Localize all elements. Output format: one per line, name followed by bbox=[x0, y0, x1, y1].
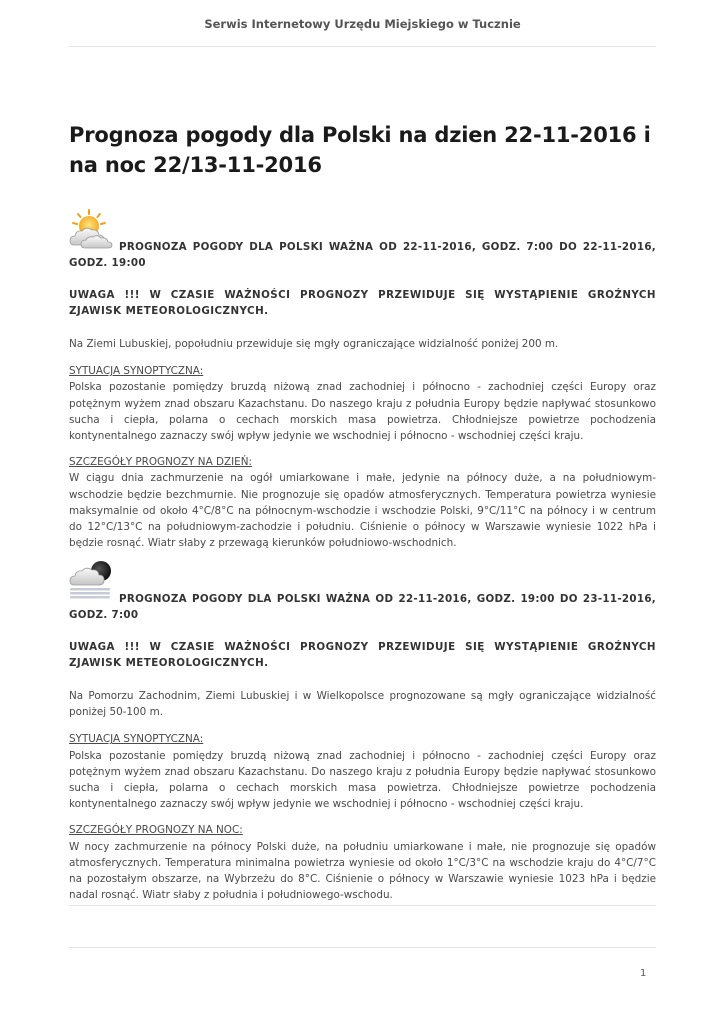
warning-text: UWAGA !!! W CZASIE WAŻNOŚCI PROGNOZY PRZEWIDUJE SIĘ WYSTĄPIENIE GROŹNYCH ZJAWISK METEOROLOGICZNYCH. bbox=[69, 641, 656, 669]
regional-note: Na Ziemi Lubuskiej, popołudniu przewiduje się mgły ograniczające widzialność poniżej 200 m. bbox=[69, 338, 559, 350]
synoptic-heading: SYTUACJA SYNOPTYCZNA: bbox=[69, 733, 204, 746]
warning-text: UWAGA !!! W CZASIE WAŻNOŚCI PROGNOZY PRZEWIDUJE SIĘ WYSTĄPIENIE GROŹNYCH ZJAWISK METEOROLOGICZNYCH. bbox=[69, 289, 656, 317]
footer-divider bbox=[69, 947, 656, 948]
forecast-validity-headline: PROGNOZA POGODY DLA POLSKI WAŻNA OD 22-11-2016, GODZ. 19:00 DO 23-11-2016, GODZ. 7:00 bbox=[69, 593, 656, 621]
content-divider bbox=[69, 905, 656, 906]
synoptic-text: Polska pozostanie pomiędzy bruzdą niżową znad zachodniej i północno - zachodniej części Europy oraz potężnym wyżem znad obszaru Kazachstanu. Do naszego kraju z południa Europy będzie napływać stosunkowo sucha i ciepła, polarna o cechach morskich masa powietrza. Chłodniejsze powietrze pochodzenia kontynentalnego zaznaczy swój wpływ jedynie we wschodniej i północno - wschodniej części kraju. bbox=[69, 749, 656, 811]
details-heading: SZCZEGÓŁY PROGNOZY NA NOC: bbox=[69, 824, 243, 837]
forecast-section-day bbox=[69, 209, 656, 551]
page-title: Prognoza pogody dla Polski na dzien 22-11-2016 i na noc 22/13-11-2016 bbox=[69, 123, 651, 177]
page-number: 1 bbox=[640, 968, 647, 979]
details-heading: SZCZEGÓŁY PROGNOZY NA DZIEŃ: bbox=[69, 456, 253, 469]
header-divider bbox=[69, 46, 656, 47]
regional-note: Na Pomorzu Zachodnim, Ziemi Lubuskiej i w Wielkopolsce prognozowane są mgły ograniczające widzialność poniżej 50-100 m. bbox=[69, 690, 656, 719]
forecast-header bbox=[69, 209, 656, 269]
synoptic-text: Polska pozostanie pomiędzy bruzdą niżową znad zachodniej i północno - zachodniej części Europy oraz potężnym wyżem znad obszaru Kazachstanu. Do naszego kraju z południa Europy będzie napływać stosunkowo sucha i ciepła, polarna o cechach morskich masa powietrza. Chłodniejsze powietrze pochodzenia kontynentalnego zaznaczy swój wpływ jedynie we wschodniej i północno - wschodniej części kraju. bbox=[69, 381, 656, 443]
site-header: Serwis Internetowy Urzędu Miejskiego w Tucznie bbox=[204, 17, 521, 31]
forecast-section-night bbox=[69, 561, 656, 903]
details-text: W nocy zachmurzenie na północy Polski duże, na południu umiarkowane i małe, nie prognozuje się opadów atmosferycznych. Temperatura minimalna powietrza wyniesie od około 1°C/3°C na wschodzie kraju do 4°C/7°C na pozostałym obszarze, na Wybrzeżu do 8°C. Ciśnienie o północy w Warszawie wyniesie 1023 hPa i będzie nadal rosnąć. Wiatr słaby z południa i południowego-wschodu. bbox=[69, 840, 656, 902]
synoptic-heading: SYTUACJA SYNOPTYCZNA: bbox=[69, 365, 204, 378]
details-text: W ciągu dnia zachmurzenie na ogół umiarkowane i małe, jedynie na północy duże, a na południowym-wschodzie będzie bezchmurnie. Nie prognozuje się opadów atmosferycznych. Temperatura powietrza wyniesie maksymalnie od około 4°C/8°C na północnym-wschodzie i wschodzie Polski, 9°C/11°C na północy i w centrum do 12°C/13°C na południowym-zachodzie i południu. Ciśnienie o północy w Warszawie wyniesie 1022 hPa i będzie rosnąć. Wiatr słaby z przewagą kierunków południowo-wschodnich. bbox=[69, 472, 656, 550]
forecast-header bbox=[69, 561, 656, 621]
forecast-validity-headline: PROGNOZA POGODY DLA POLSKI WAŻNA OD 22-11-2016, GODZ. 7:00 DO 22-11-2016, GODZ. 19:00 bbox=[69, 241, 656, 269]
